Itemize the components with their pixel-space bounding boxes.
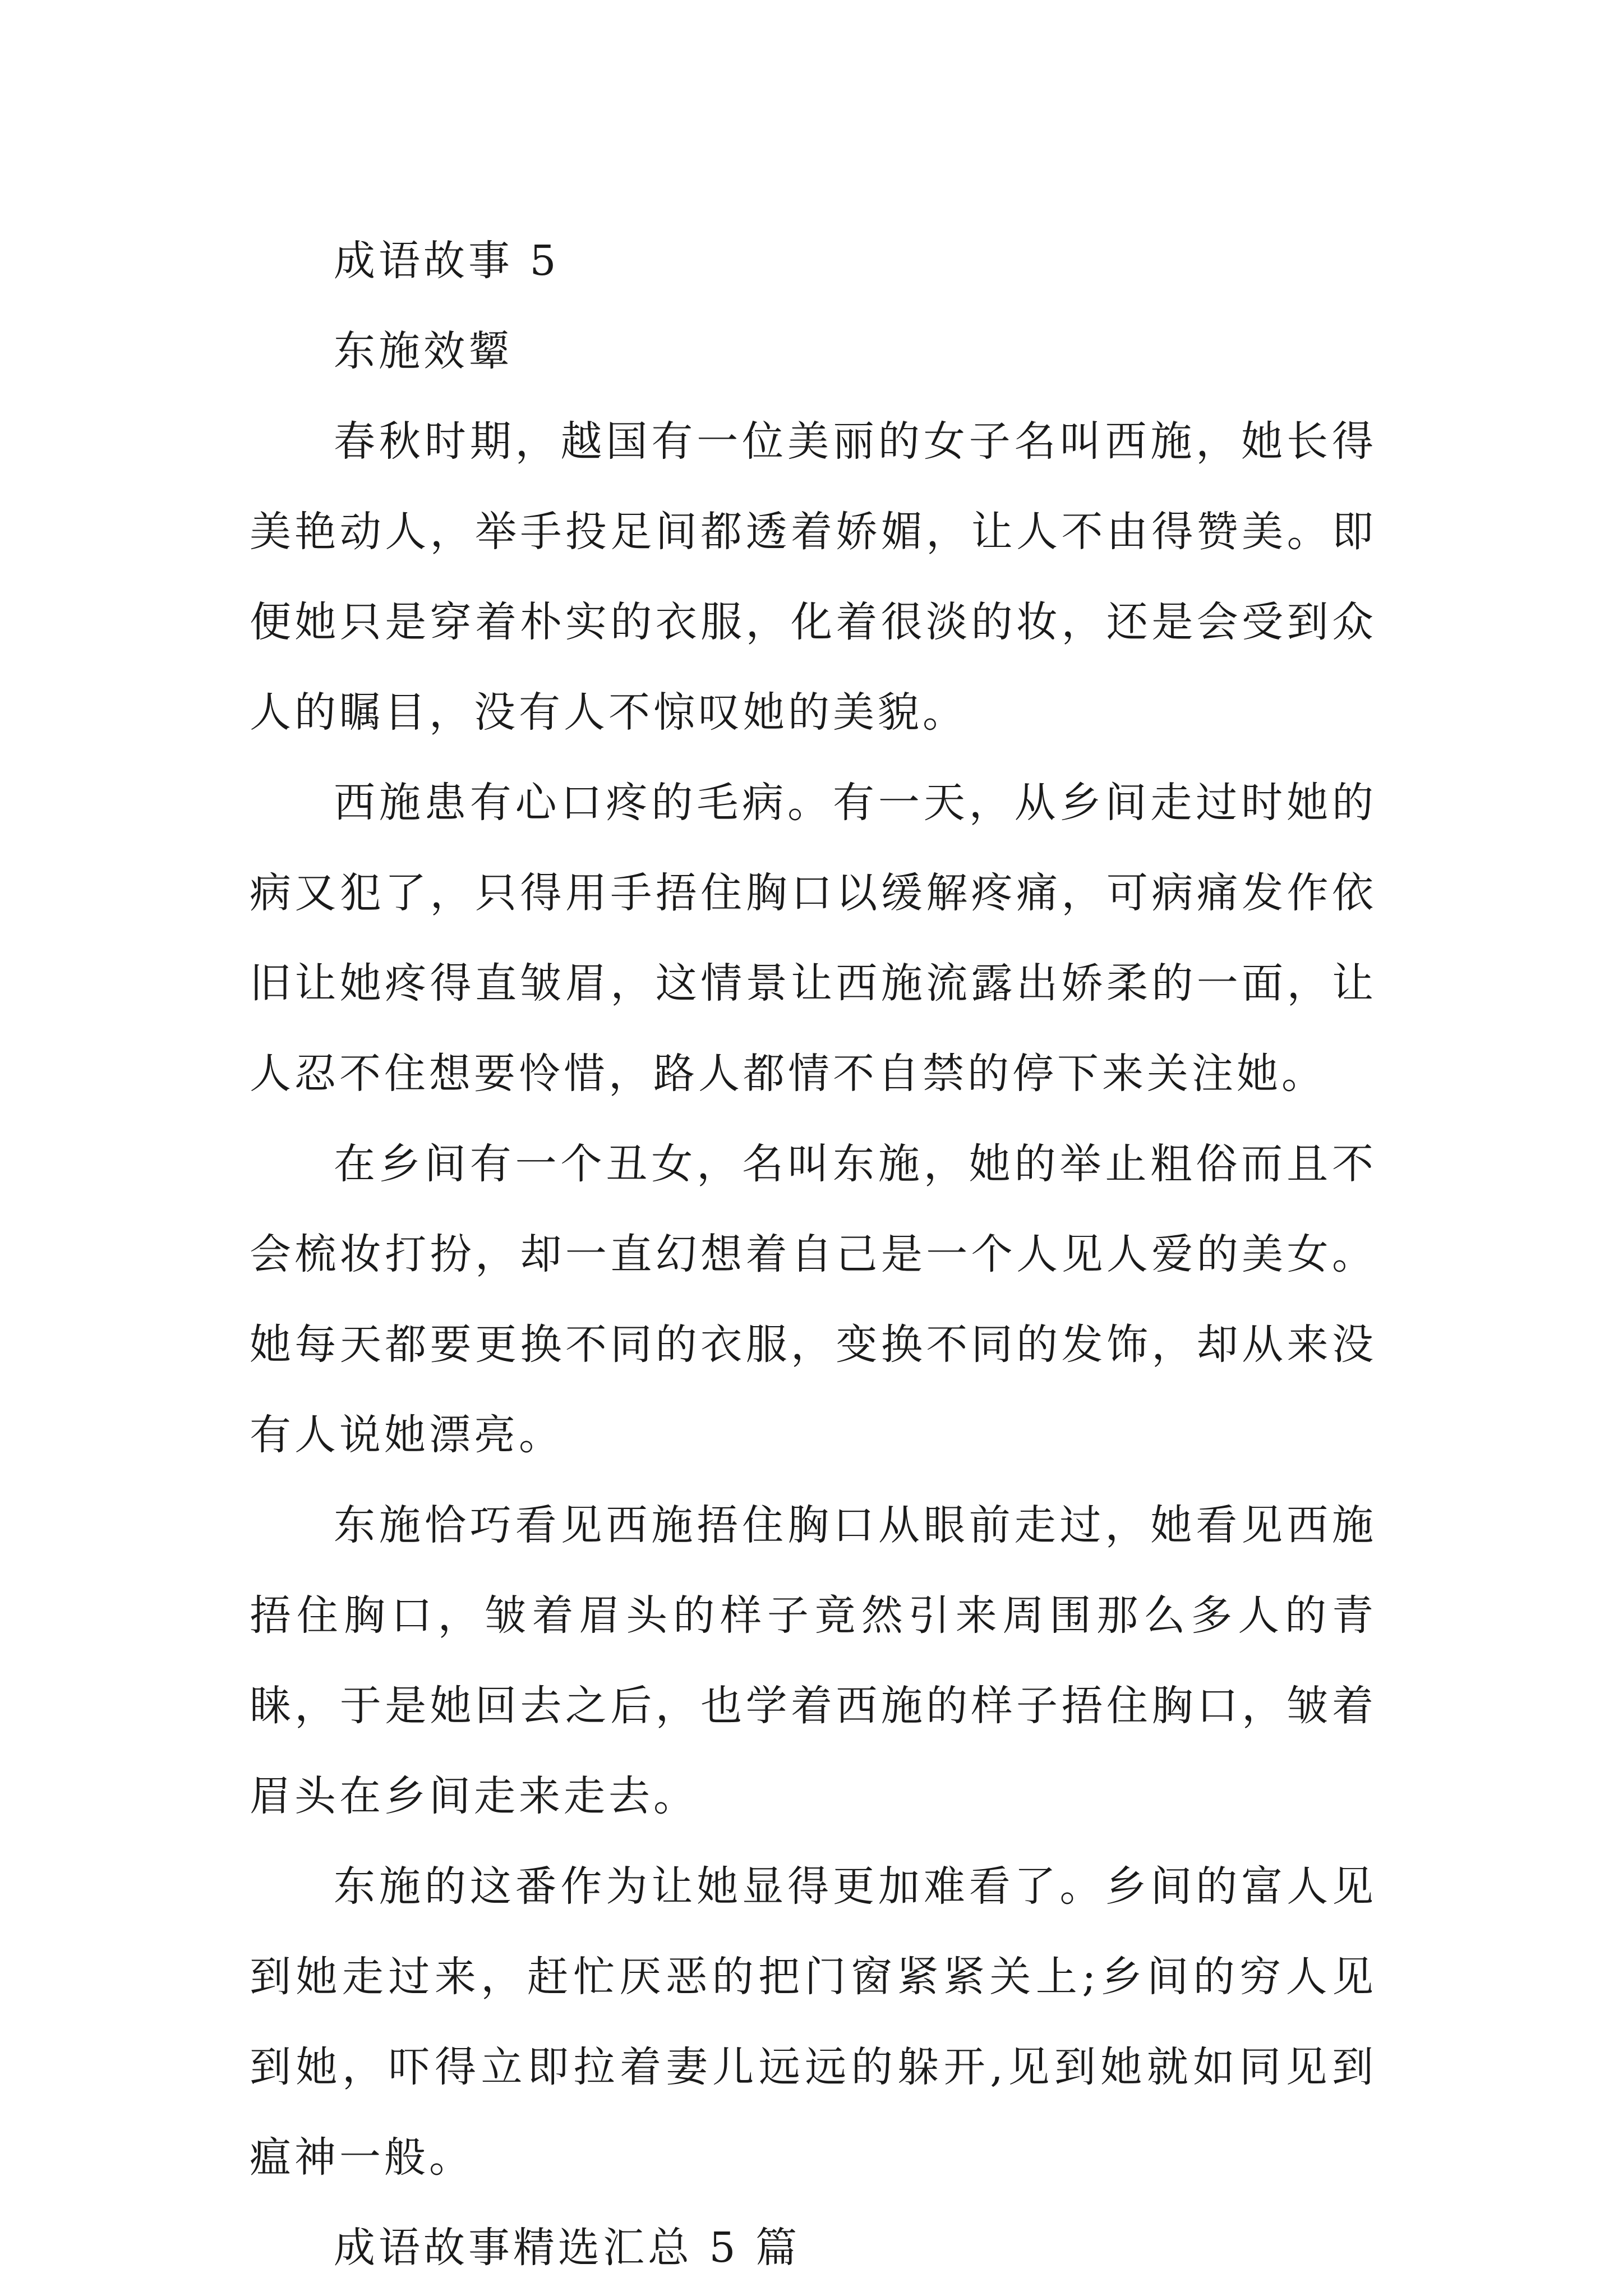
paragraph-5: 东施的这番作为让她显得更加难看了。乡间的富人见到她走过来，赶忙厌恶的把门窗紧紧关上;乡间的穷人见到她，吓得立即拉着妻儿远远的躲开,见到她就如同见到瘟神一般。 <box>250 1862 1377 2182</box>
paragraph-4: 东施恰巧看见西施捂住胸口从眼前走过，她看见西施捂住胸口，皱着眉头的样子竟然引来周围那么多人的青睐，于是她回去之后，也学着西施的样子捂住胸口，皱着眉头在乡间走来走去。 <box>250 1501 1377 1820</box>
document-body <box>250 216 1377 2293</box>
footer-title: 成语故事精选汇总 5 篇 <box>334 2224 801 2272</box>
section-heading: 成语故事 5 <box>334 237 560 285</box>
paragraph-2: 西施患有心口疼的毛病。有一天，从乡间走过时她的病又犯了，只得用手捂住胸口以缓解疼痛，可病痛发作依旧让她疼得直皱眉，这情景让西施流露出娇柔的一面，让人忍不住想要怜惜，路人都情不自禁的停下来关注她。 <box>250 779 1377 1098</box>
story-title: 东施效颦 <box>334 327 513 375</box>
paragraph-1: 春秋时期，越国有一位美丽的女子名叫西施，她长得美艳动人，举手投足间都透着娇媚，让人不由得赞美。即便她只是穿着朴实的衣服，化着很淡的妆，还是会受到众人的瞩目，没有人不惊叹她的美貌。 <box>250 417 1377 737</box>
paragraph-3: 在乡间有一个丑女，名叫东施，她的举止粗俗而且不会梳妆打扮，却一直幻想着自己是一个人见人爱的美女。她每天都要更换不同的衣服，变换不同的发饰，却从来没有人说她漂亮。 <box>250 1140 1377 1459</box>
